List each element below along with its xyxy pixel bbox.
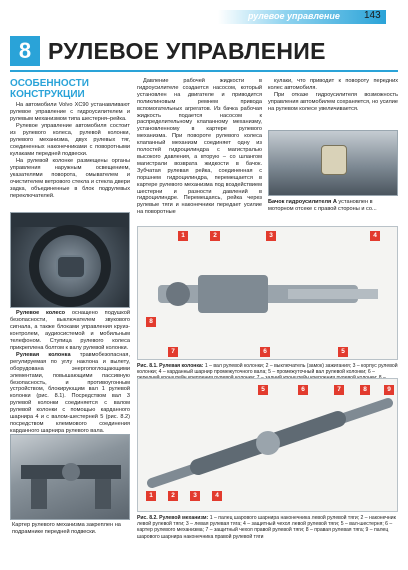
power-steering-reservoir-photo — [268, 130, 398, 196]
steering-wheel-hub — [56, 255, 86, 279]
steering-gear-caption — [137, 515, 398, 540]
paragraph-steering-wheel — [10, 310, 130, 351]
page-header — [0, 6, 408, 26]
figure-marker: 8 — [360, 385, 370, 395]
figure-marker: 1 — [146, 491, 156, 501]
figure-marker: 4 — [370, 231, 380, 241]
subframe-photo — [10, 434, 130, 520]
paragraph-text: травмобезопасная, регулируемая по углу наклона и вылету, оборудована энергопоглощающими элементами, повышающими пассивную безопасность, и противоугонным устройством, блокирующим вал 1 рулевой колонки (рис. 8.1). Посредством вал 3 рулевой колонки соединяется с валом рулевой колонки с помощью карданного шарнира 4 и с валом-шестерней 5 (рис. 8.2) посредством клеммового соединения карданного шарнира рулевого вала. — [10, 351, 131, 434]
figure-marker: 1 — [178, 231, 188, 241]
paragraph: Рулевое управление автомобиля состоит из рулевого колеса, рулевой колонки, рулевого механизма, двух рулевых тяг, соединенных наконечниками с поворотными кулаками передней подвески. — [10, 123, 130, 157]
subframe-caption: Картер рулевого механизма закреплен на подрамнике передней подвески. — [12, 522, 121, 535]
steering-column-figure — [137, 226, 398, 360]
caption-text: установлен в моторном отсеке с правой стороны и со... — [268, 199, 377, 212]
reservoir-caption — [268, 199, 398, 213]
figure-marker: 2 — [210, 231, 220, 241]
chapter-divider — [10, 70, 398, 72]
figure-marker: 3 — [266, 231, 276, 241]
figure-marker: 6 — [260, 347, 270, 357]
text-column-2 — [137, 78, 262, 217]
figure-marker: 3 — [190, 491, 200, 501]
caption-text: 1 – палец шарового шарнира наконечника левой рулевой тяги; 2 – наконечник левой рулевой тяги; 3 – левая рулевая тяга; 4 – защитный чехол левой рулевой тяги; 5 – вал-шестерня; 6 – картер рулевого механизма; 7 – защитный чехол правой рулевой тяги; 8 – правая рулевая тяга; 9 – палец шарового шарнира наконечника правой рулевой тяги — [137, 515, 396, 540]
caption-label: Рис. 8.1. Рулевая колонка: — [137, 363, 204, 369]
figure-marker: 2 — [168, 491, 178, 501]
paragraph: На рулевой колонке размещены органы управления наружным освещением, указателями поворота, омывателем и очистителем ветрового стекла и стекла двери задка, объединенные в блок подрулевых переключателей. — [10, 158, 130, 199]
page-number: 143 — [364, 10, 381, 21]
figure-marker: 9 — [384, 385, 394, 395]
figure-marker: 7 — [168, 347, 178, 357]
chapter-title: РУЛЕВОЕ УПРАВЛЕНИЕ — [48, 38, 326, 64]
text-column-3 — [268, 78, 398, 114]
steering-column-illustration — [138, 227, 399, 361]
figure-marker: 5 — [338, 347, 348, 357]
figure-marker: 5 — [258, 385, 268, 395]
caption-label: Рис. 8.2. Рулевой механизм: — [137, 515, 209, 521]
paragraph-steering-column — [10, 352, 130, 435]
paragraph: Давление рабочей жидкости в гидроусилителе создается насосом, который установлен на двигателе и приводится поликлиновым ремнем привода вспомогательных агрегатов. Из бачка рабочая жидкость подается насосом к распределительному клапанному механизму, установленному в картере рулевого механизма. При повороте рулевого колеса клапанный механизм соединяет одну из полостей гидроцилиндра с магистралью высокого давления, а вторую – со шлангом магистрали возврата жидкости в бачок. Зубчатая рулевая рейка, соединенная с поршнем гидроцилиндра, перемещается в картере рулевого механизма под воздействием шестерни и разности давлений в гидроцилиндре. Перемещаясь, рейка через рулевые тяги и наконечники передает усилие на поворотные — [137, 78, 262, 216]
figure-marker: 4 — [212, 491, 222, 501]
header-section-label: рулевое управление — [248, 11, 340, 21]
caption-term: Бачок гидроусилителя А — [268, 199, 337, 205]
caption-text: 1 – вал рулевой колонки; 2 – выключатель (замок) зажигания; 3 – корпус рулевой колонки; 4 – карданный шарнир промежуточного вала; 5 – промежуточный вал рулевой колонки; 6 – — [137, 363, 398, 376]
text-column-1 — [10, 102, 130, 200]
reservoir-shape — [321, 145, 347, 175]
subframe-illustration — [11, 435, 130, 520]
paragraph-text: оснащено подушкой безопасности, выключателем звукового сигнала, а также блоками управления круиз-контролем, аудиосистемой и мобильным телефоном. Ступица рулевого колеса прикреплена болтом к валу рулевой колонки. — [10, 310, 130, 351]
figure-marker: 7 — [334, 385, 344, 395]
figure-marker: 6 — [298, 385, 308, 395]
section-heading: ОСОБЕННОСТИ КОНСТРУКЦИИ — [10, 78, 89, 100]
steering-gear-figure — [137, 378, 398, 512]
term-steering-wheel: Рулевое колесо — [16, 310, 66, 316]
paragraph: На автомобили Volvo XC90 устанавливают рулевое управление с гидроусилителем и рулевым механизмом типа шестерня–рейка. — [10, 102, 130, 122]
paragraph: кулаки, что приводит к повороту передних колес автомобиля. — [268, 78, 398, 91]
steering-wheel-photo — [10, 212, 130, 308]
chapter-number-badge: 8 — [10, 36, 40, 66]
paragraph: При отказе гидроусилителя возможность управления автомобилем сохраняется, но усилие на рулевом колесе увеличивается. — [268, 92, 399, 113]
term-steering-column: Рулевая колонка — [16, 351, 71, 358]
figure-marker: 8 — [146, 317, 156, 327]
